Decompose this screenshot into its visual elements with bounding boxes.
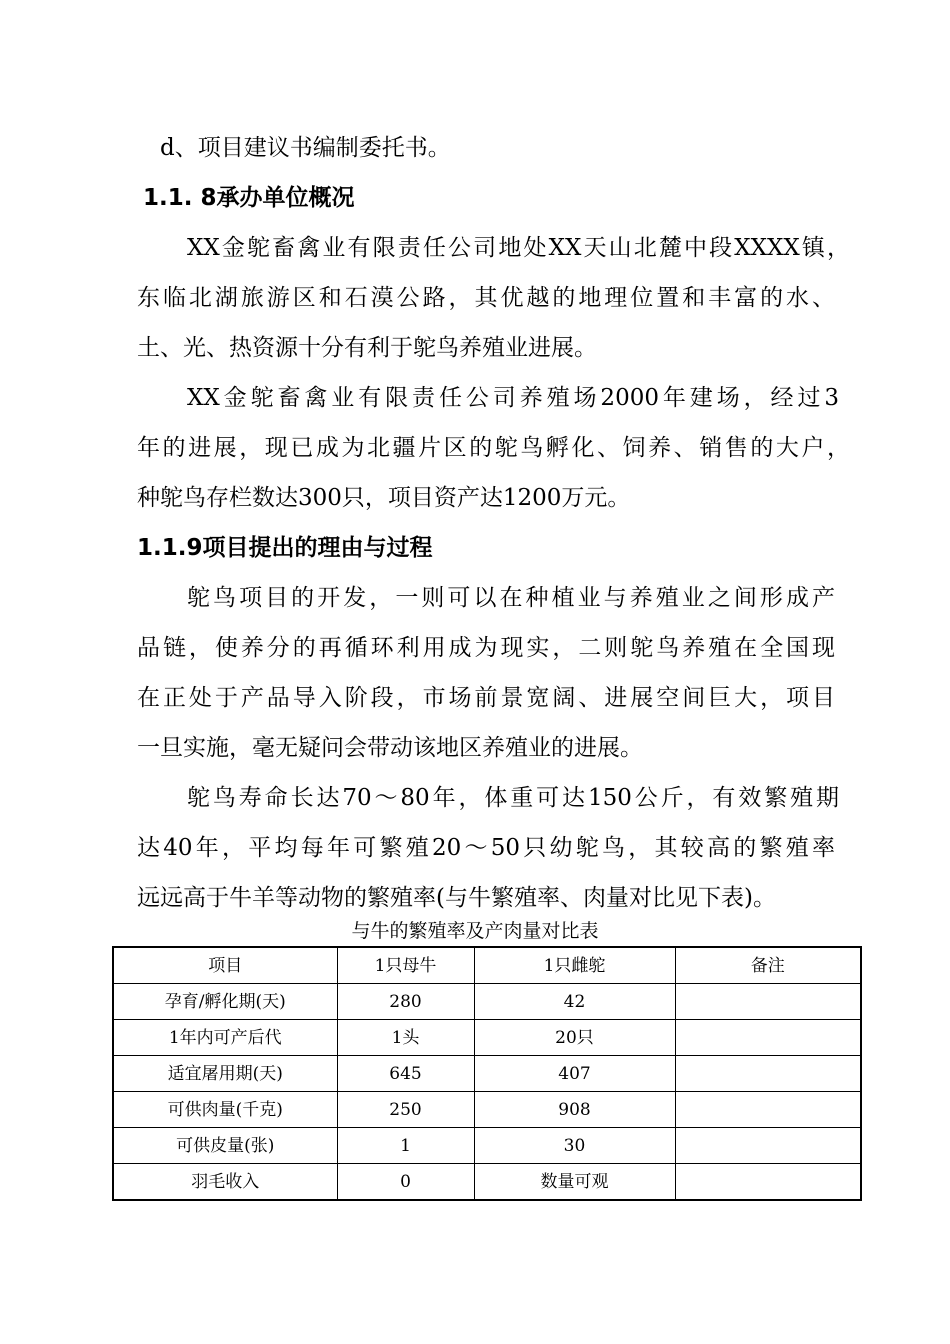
- table-cell: [675, 984, 861, 1020]
- paragraph-line: 土、光、热资源十分有利于鸵鸟养殖业进展。: [137, 335, 597, 361]
- comparison-table: [112, 946, 862, 1201]
- section-heading-1-1-9: 1.1.9项目提出的理由与过程: [137, 535, 433, 561]
- paragraph-line: 品链，使养分的再循环利用成为现实，二则鸵鸟养殖在全国现: [137, 635, 835, 661]
- table-row: [113, 1092, 861, 1128]
- paragraph-line: 达40年，平均每年可繁殖20～50只幼鸵鸟，其较高的繁殖率: [137, 835, 835, 861]
- paragraph-line: 鸵鸟项目的开发，一则可以在种植业与养殖业之间形成产: [187, 585, 835, 611]
- paragraph-line: 年的进展，现已成为北疆片区的鸵鸟孵化、饲养、销售的大户，: [137, 435, 850, 461]
- table-row: [113, 1056, 861, 1092]
- table-row: [113, 1020, 861, 1056]
- table-cell: 1年内可产后代: [113, 1020, 337, 1056]
- header-cell: 1只母牛: [337, 947, 474, 984]
- paragraph-line: XX金鸵畜禽业有限责任公司地处XX天山北麓中段XXXX镇，: [187, 235, 850, 261]
- paragraph-line: 在正处于产品导入阶段，市场前景宽阔、进展空间巨大，项目: [137, 685, 835, 711]
- table-cell: 0: [337, 1164, 474, 1201]
- paragraph-line: 东临北湖旅游区和石漠公路，其优越的地理位置和丰富的水、: [137, 285, 835, 311]
- table-cell: 407: [474, 1056, 675, 1092]
- table-header-row: [113, 947, 861, 984]
- table-cell: [675, 1020, 861, 1056]
- header-cell: 项目: [113, 947, 337, 984]
- table-cell: 羽毛收入: [113, 1164, 337, 1201]
- table-cell: [675, 1092, 861, 1128]
- table-cell: [675, 1164, 861, 1201]
- list-item-d: d、项目建议书编制委托书。: [160, 135, 451, 161]
- section-heading-1-1-8: 1.1. 8承办单位概况: [143, 185, 355, 211]
- table-cell: 280: [337, 984, 474, 1020]
- table-cell: 250: [337, 1092, 474, 1128]
- table-row: [113, 1164, 861, 1201]
- table-row: [113, 984, 861, 1020]
- table-cell: [675, 1056, 861, 1092]
- table-caption: 与牛的繁殖率及产肉量对比表: [351, 920, 599, 942]
- table-cell: 42: [474, 984, 675, 1020]
- header-cell: 1只雌鸵: [474, 947, 675, 984]
- paragraph-line: 鸵鸟寿命长达70～80年，体重可达150公斤，有效繁殖期: [187, 785, 839, 811]
- table-cell: [675, 1128, 861, 1164]
- header-cell: 备注: [675, 947, 861, 984]
- table-cell: 可供皮量(张): [113, 1128, 337, 1164]
- table-cell: 645: [337, 1056, 474, 1092]
- table-cell: 908: [474, 1092, 675, 1128]
- table-cell: 孕育/孵化期(天): [113, 984, 337, 1020]
- table-cell: 1头: [337, 1020, 474, 1056]
- table-cell: 30: [474, 1128, 675, 1164]
- table-cell: 可供肉量(千克): [113, 1092, 337, 1128]
- table-cell: 数量可观: [474, 1164, 675, 1201]
- paragraph-line: 远远高于牛羊等动物的繁殖率(与牛繁殖率、肉量对比见下表)。: [137, 885, 776, 911]
- paragraph-line: 种鸵鸟存栏数达300只，项目资产达1200万元。: [137, 485, 631, 511]
- table-cell: 20只: [474, 1020, 675, 1056]
- paragraph-line: 一旦实施，毫无疑问会带动该地区养殖业的进展。: [137, 735, 643, 761]
- table-cell: 1: [337, 1128, 474, 1164]
- table-cell: 适宜屠用期(天): [113, 1056, 337, 1092]
- table-row: [113, 1128, 861, 1164]
- paragraph-line: XX金鸵畜禽业有限责任公司养殖场2000年建场，经过3: [187, 385, 839, 411]
